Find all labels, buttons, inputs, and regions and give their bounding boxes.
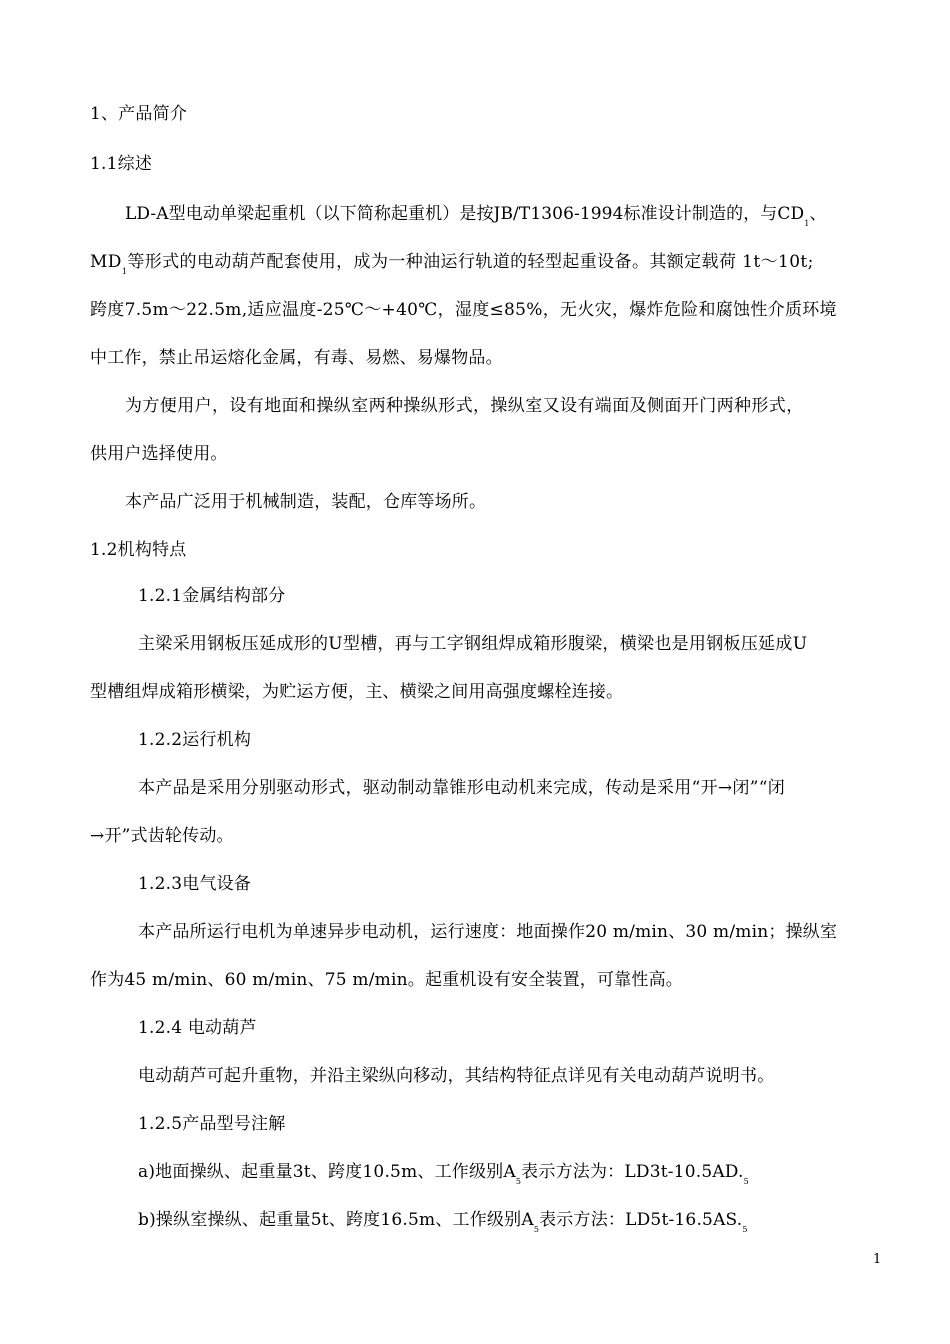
- section-heading-1: 1、产品简介: [90, 104, 188, 124]
- subscript: 5: [515, 1177, 522, 1186]
- paragraph-overview-line-3: 跨度7.5m～22.5m,适应温度-25℃～+40℃，湿度≤85%，无火灾，爆炸危险和腐蚀性介质环境: [90, 300, 837, 320]
- subscript: 5: [742, 1225, 748, 1234]
- text-run: 表示方法为：LD3t-10.5AD.: [521, 1162, 744, 1182]
- text-run: b)操纵室操纵、起重量5t、跨度16.5m、工作级别A: [138, 1210, 534, 1230]
- paragraph-operation-line-2: 供用户选择使用。: [90, 444, 228, 464]
- subsection-heading-1-2-1: 1.2.1金属结构部分: [138, 586, 286, 606]
- section-heading-1-1: 1.1综述: [90, 154, 153, 174]
- paragraph-application: 本产品广泛用于机械制造，装配，仓库等场所。: [125, 492, 487, 512]
- text-run: LD-A型电动单梁起重机（以下简称起重机）是按JB/T1306-1994标准设计制造的，与CD: [125, 204, 805, 224]
- paragraph-electrical-line-2: 作为45 m/min、60 m/min、75 m/min。起重机设有安全装置，可靠性高。: [90, 970, 683, 990]
- model-example-b: [138, 1208, 748, 1232]
- text-run: MD: [90, 252, 122, 272]
- page-number: 1: [873, 1252, 882, 1267]
- text-run: 表示方法：LD5t-16.5AS.: [539, 1210, 743, 1230]
- subsection-heading-1-2-2: 1.2.2运行机构: [138, 730, 252, 750]
- paragraph-electrical-line-1: 本产品所运行电机为单速异步电动机，运行速度：地面操作20 m/min、30 m/min；操纵室: [138, 922, 838, 942]
- paragraph-overview-line-2: [90, 250, 814, 274]
- subscript: 1: [804, 219, 810, 228]
- model-example-a: [138, 1160, 749, 1184]
- paragraph-hoist: 电动葫芦可起升重物，并沿主梁纵向移动，其结构特征点详见有关电动葫芦说明书。: [138, 1066, 775, 1086]
- text-run: a)地面操纵、起重量3t、跨度10.5m、工作级别A: [138, 1162, 516, 1182]
- subsection-heading-1-2-3: 1.2.3电气设备: [138, 874, 252, 894]
- subscript: 5: [743, 1177, 749, 1186]
- text-run: 等形式的电动葫芦配套使用，成为一种油运行轨道的轻型起重设备。其额定载荷 1t～10t;: [127, 252, 814, 272]
- text-run: 、: [809, 204, 827, 224]
- subscript: 5: [533, 1225, 540, 1234]
- paragraph-overview-line-1: [125, 202, 827, 226]
- paragraph-mechanism-line-2: →开”式齿轮传动。: [90, 826, 234, 846]
- section-heading-1-2: 1.2机构特点: [90, 540, 187, 560]
- paragraph-overview-line-4: 中工作，禁止吊运熔化金属，有毒、易燃、易爆物品。: [90, 348, 503, 368]
- paragraph-structure-line-1: 主梁采用钢板压延成形的U型槽，再与工字钢组焊成箱形腹梁，横梁也是用钢板压延成U: [138, 634, 808, 654]
- subscript: 1: [121, 267, 128, 276]
- paragraph-mechanism-line-1: 本产品是采用分别驱动形式，驱动制动靠锥形电动机来完成，传动是采用“开→闭”“闭: [138, 778, 786, 798]
- paragraph-structure-line-2: 型槽组焊成箱形横梁，为贮运方便，主、横梁之间用高强度螺栓连接。: [90, 682, 624, 702]
- subsection-heading-1-2-5: 1.2.5产品型号注解: [138, 1114, 286, 1134]
- paragraph-operation-line-1: 为方便用户，设有地面和操纵室两种操纵形式，操纵室又设有端面及侧面开门两种形式，: [125, 396, 804, 416]
- subsection-heading-1-2-4: 1.2.4 电动葫芦: [138, 1018, 257, 1038]
